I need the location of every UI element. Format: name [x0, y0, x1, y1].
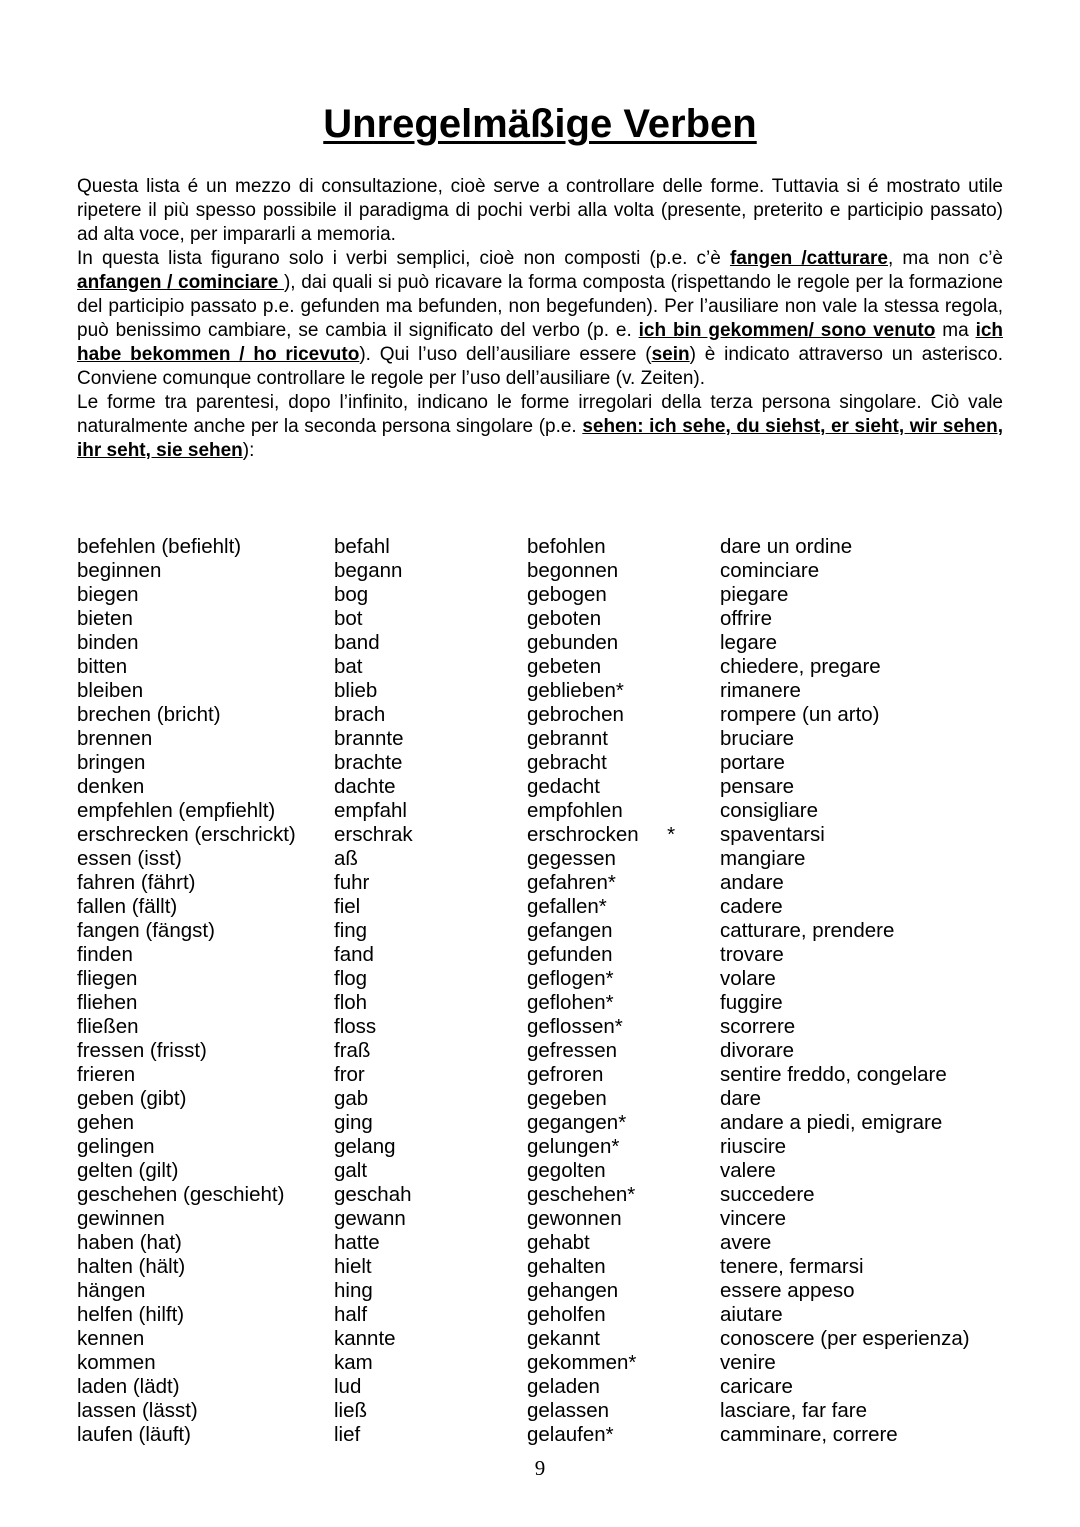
verb-infinitive: brennen: [77, 727, 153, 750]
example-sein: sein: [651, 344, 690, 365]
verb-participle: gebeten: [527, 655, 602, 678]
verb-translation: spaventarsi: [720, 823, 825, 846]
verb-translation: catturare, prendere: [720, 919, 895, 942]
intro-paragraph-2: In questa lista figurano solo i verbi semplici, cioè non composti (p.e. c’è fangen /catturare, ma non c’è anfangen / cominciare ), dai quali si può ricavare la forma composta (rispettando le regole per la formazione del participio passato p.e. gefunden ma befunden, non begefunden). Per l’ausiliare non vale la stessa regola, può benissimo cambiare, se cambia il significato del verbo (p. e. ich bin gekommen/ sono venuto ma ich habe bekommen / ho ricevuto). Qui l’uso dell’ausiliare essere (sein) è indicato attraverso un asterisco. Conviene comunque controllare le regole per l’uso dell’ausiliare (v. Zeiten).: [77, 248, 1004, 389]
table-row: [77, 1303, 1010, 1327]
verb-preterite: hing: [334, 1279, 373, 1302]
verb-participle: gelassen: [527, 1399, 610, 1422]
verb-preterite: geschah: [334, 1183, 412, 1206]
verb-participle: gefunden: [527, 943, 613, 966]
verb-preterite: half: [334, 1303, 368, 1326]
intro-paragraph-1: Questa lista é un mezzo di consultazione, cioè serve a controllare delle forme. Tuttavia si é mostrato utile ripetere il più spesso possibile il paradigma di pochi verbi alla volta (presente, preterito e participio passato) ad alta voce, per impararli a memoria.: [77, 176, 1003, 245]
table-row: [77, 583, 1010, 607]
verb-infinitive: frieren: [77, 1063, 136, 1086]
table-row: [77, 943, 1010, 967]
verb-infinitive: laufen (läuft): [77, 1423, 191, 1446]
verb-translation: succedere: [720, 1183, 815, 1206]
verb-infinitive: fallen (fällt): [77, 895, 178, 918]
verb-translation: camminare, correre: [720, 1423, 898, 1446]
verb-translation: riuscire: [720, 1135, 787, 1158]
verb-translation: mangiare: [720, 847, 806, 870]
intro-paragraph-3: Le forme tra parentesi, dopo l’infinito, indicano le forme irregolari della terza persona singolare. Ciò vale naturalmente anche per la seconda persona singolare (p.e. sehen: ich sehe, du siehst, er sieht, wir sehen, ihr seht, sie sehen):: [77, 392, 1003, 461]
verb-translation: offrire: [720, 607, 773, 630]
example-sehen: sehen: ich sehe, du siehst, er sieht, wir sehen, ihr seht, sie sehen: [77, 416, 1003, 461]
page-title: Unregelmäßige Verben: [323, 102, 757, 146]
verb-preterite: aß: [334, 847, 358, 870]
table-row: [77, 895, 1010, 919]
table-row: [77, 799, 1010, 823]
verb-translation: legare: [720, 631, 777, 654]
verb-infinitive: kommen: [77, 1351, 156, 1374]
verb-preterite: bot: [334, 607, 363, 630]
verb-translation: caricare: [720, 1375, 793, 1398]
table-row: [77, 1423, 1010, 1447]
verb-infinitive: laden (lädt): [77, 1375, 180, 1398]
verb-infinitive: geben (gibt): [77, 1087, 187, 1110]
verb-translation: vincere: [720, 1207, 787, 1230]
verb-preterite: befahl: [334, 535, 390, 558]
verb-translation: essere appeso: [720, 1279, 855, 1302]
table-row: [77, 1375, 1010, 1399]
verb-infinitive: fahren (fährt): [77, 871, 196, 894]
verb-infinitive: brechen (bricht): [77, 703, 221, 726]
verb-participle: gehabt: [527, 1231, 590, 1254]
verb-infinitive: finden: [77, 943, 133, 966]
verb-preterite: floh: [334, 991, 368, 1014]
verb-translation: cominciare: [720, 559, 820, 582]
verb-preterite: begann: [334, 559, 403, 582]
verb-participle: gehangen: [527, 1279, 619, 1302]
verb-preterite: fiel: [334, 895, 361, 918]
verb-infinitive: beginnen: [77, 559, 162, 582]
verb-translation: rimanere: [720, 679, 801, 702]
verb-participle: befohlen: [527, 535, 606, 558]
verb-infinitive: denken: [77, 775, 145, 798]
verb-participle: gegangen*: [527, 1111, 627, 1134]
verb-preterite: fing: [334, 919, 368, 942]
verb-preterite: lud: [334, 1375, 362, 1398]
table-row: [77, 1183, 1010, 1207]
verb-participle: gebrannt: [527, 727, 608, 750]
page-number: 9: [534, 1456, 546, 1480]
verb-preterite: band: [334, 631, 380, 654]
table-row: [77, 1087, 1010, 1111]
table-row: [77, 1351, 1010, 1375]
verb-preterite: kam: [334, 1351, 373, 1374]
verb-translation: chiedere, pregare: [720, 655, 881, 678]
verb-translation: valere: [720, 1159, 776, 1182]
verb-preterite: bog: [334, 583, 369, 606]
verb-infinitive: bieten: [77, 607, 133, 630]
verb-preterite: brachte: [334, 751, 403, 774]
verb-participle: gehalten: [527, 1255, 606, 1278]
verb-translation: bruciare: [720, 727, 795, 750]
example-ich-habe-bekommen: ich habe bekommen / ho ricevuto: [77, 320, 1004, 365]
verb-preterite: kannte: [334, 1327, 396, 1350]
verb-preterite: floss: [334, 1015, 377, 1038]
table-row: [77, 1039, 1010, 1063]
verb-preterite: galt: [334, 1159, 368, 1182]
table-row: [77, 1231, 1010, 1255]
verb-translation: piegare: [720, 583, 789, 606]
verb-infinitive: bitten: [77, 655, 128, 678]
verb-infinitive: gewinnen: [77, 1207, 165, 1230]
verb-participle: gewonnen: [527, 1207, 622, 1230]
verb-infinitive: fließen: [77, 1015, 139, 1038]
verb-infinitive: essen (isst): [77, 847, 182, 870]
table-row: [77, 967, 1010, 991]
verb-preterite: gewann: [334, 1207, 406, 1230]
verb-preterite: gab: [334, 1087, 369, 1110]
verb-infinitive: helfen (hilft): [77, 1303, 185, 1326]
table-row: [77, 1159, 1010, 1183]
verb-participle: gebunden: [527, 631, 619, 654]
table-row: [77, 775, 1010, 799]
example-anfangen: anfangen / cominciare: [77, 272, 284, 293]
table-row: [77, 871, 1010, 895]
verb-participle: erschrocken *: [527, 823, 676, 846]
verb-infinitive: befehlen (befiehlt): [77, 535, 242, 558]
verb-translation: venire: [720, 1351, 776, 1374]
table-row: [77, 1135, 1010, 1159]
verb-translation: andare: [720, 871, 784, 894]
verb-infinitive: haben (hat): [77, 1231, 182, 1254]
verb-infinitive: gehen: [77, 1111, 135, 1134]
verb-participle: gekommen*: [527, 1351, 637, 1374]
verb-preterite: empfahl: [334, 799, 407, 822]
table-row: [77, 1279, 1010, 1303]
table-row: [77, 1399, 1010, 1423]
table-row: [77, 655, 1010, 679]
verb-preterite: erschrak: [334, 823, 413, 846]
table-row: [77, 1207, 1010, 1231]
verb-participle: gedacht: [527, 775, 600, 798]
verb-participle: geflogen*: [527, 967, 614, 990]
verb-infinitive: bleiben: [77, 679, 144, 702]
verb-preterite: dachte: [334, 775, 396, 798]
verb-participle: begonnen: [527, 559, 619, 582]
table-row: [77, 607, 1010, 631]
verb-translation: pensare: [720, 775, 795, 798]
verb-preterite: lief: [334, 1423, 361, 1446]
verb-translation: scorrere: [720, 1015, 796, 1038]
table-row: [77, 1327, 1010, 1351]
verb-participle: gefallen*: [527, 895, 607, 918]
verb-translation: divorare: [720, 1039, 795, 1062]
verb-translation: trovare: [720, 943, 784, 966]
verb-participle: geboten: [527, 607, 602, 630]
verb-participle: gekannt: [527, 1327, 600, 1350]
intro-text: [77, 175, 1003, 463]
example-fangen: fangen /catturare: [729, 248, 888, 269]
verb-preterite: blieb: [334, 679, 378, 702]
verb-preterite: fror: [334, 1063, 365, 1086]
verb-participle: gebogen: [527, 583, 607, 606]
verb-translation: conoscere (per esperienza): [720, 1327, 970, 1350]
verb-translation: tenere, fermarsi: [720, 1255, 864, 1278]
verb-infinitive: hängen: [77, 1279, 146, 1302]
verb-participle: geholfen: [527, 1303, 606, 1326]
verb-participle: gelungen*: [527, 1135, 620, 1158]
verb-table: [77, 535, 1010, 1447]
verb-translation: andare a piedi, emigrare: [720, 1111, 943, 1134]
table-row: [77, 847, 1010, 871]
verb-infinitive: geschehen (geschieht): [77, 1183, 285, 1206]
verb-participle: gefressen: [527, 1039, 618, 1062]
verb-translation: fuggire: [720, 991, 783, 1014]
verb-infinitive: erschrecken (erschrickt): [77, 823, 296, 846]
verb-participle: gefroren: [527, 1063, 604, 1086]
table-row: [77, 535, 1010, 559]
verb-preterite: brach: [334, 703, 386, 726]
verb-infinitive: halten (hält): [77, 1255, 186, 1278]
table-row: [77, 919, 1010, 943]
verb-preterite: bat: [334, 655, 363, 678]
verb-infinitive: bringen: [77, 751, 146, 774]
verb-preterite: gelang: [334, 1135, 396, 1158]
verb-translation: sentire freddo, congelare: [720, 1063, 947, 1086]
verb-preterite: fand: [334, 943, 374, 966]
verb-infinitive: empfehlen (empfiehlt): [77, 799, 276, 822]
verb-translation: lasciare, far fare: [720, 1399, 867, 1422]
verb-translation: dare: [720, 1087, 762, 1110]
verb-participle: empfohlen: [527, 799, 623, 822]
verb-preterite: flog: [334, 967, 368, 990]
table-row: [77, 751, 1010, 775]
verb-infinitive: fressen (frisst): [77, 1039, 207, 1062]
verb-participle: geladen: [527, 1375, 600, 1398]
verb-participle: gebracht: [527, 751, 607, 774]
table-row: [77, 679, 1010, 703]
table-row: [77, 1255, 1010, 1279]
verb-participle: geblieben*: [527, 679, 624, 702]
verb-infinitive: biegen: [77, 583, 139, 606]
table-row: [77, 1111, 1010, 1135]
table-row: [77, 1015, 1010, 1039]
verb-infinitive: fliegen: [77, 967, 138, 990]
verb-preterite: fraß: [334, 1039, 371, 1062]
table-row: [77, 823, 1010, 847]
table-row: [77, 703, 1010, 727]
verb-participle: gegeben: [527, 1087, 607, 1110]
verb-translation: avere: [720, 1231, 772, 1254]
table-row: [77, 559, 1010, 583]
verb-translation: consigliare: [720, 799, 818, 822]
verb-preterite: ging: [334, 1111, 373, 1134]
table-row: [77, 1063, 1010, 1087]
verb-participle: gegolten: [527, 1159, 606, 1182]
verb-infinitive: fangen (fängst): [77, 919, 215, 942]
verb-participle: gegessen: [527, 847, 616, 870]
verb-participle: gelaufen*: [527, 1423, 614, 1446]
verb-infinitive: lassen (lässt): [77, 1399, 198, 1422]
verb-participle: geschehen*: [527, 1183, 636, 1206]
verb-preterite: hielt: [334, 1255, 372, 1278]
verb-preterite: hatte: [334, 1231, 380, 1254]
verb-preterite: ließ: [334, 1399, 368, 1422]
verb-translation: rompere (un arto): [720, 703, 880, 726]
verb-preterite: fuhr: [334, 871, 370, 894]
verb-translation: dare un ordine: [720, 535, 853, 558]
table-row: [77, 631, 1010, 655]
verb-participle: geflohen*: [527, 991, 614, 1014]
verb-translation: volare: [720, 967, 776, 990]
verb-translation: portare: [720, 751, 785, 774]
verb-participle: geflossen*: [527, 1015, 623, 1038]
verb-infinitive: kennen: [77, 1327, 145, 1350]
verb-translation: cadere: [720, 895, 783, 918]
verb-infinitive: binden: [77, 631, 139, 654]
table-row: [77, 727, 1010, 751]
verb-participle: gebrochen: [527, 703, 624, 726]
verb-infinitive: gelingen: [77, 1135, 155, 1158]
verb-preterite: brannte: [334, 727, 404, 750]
verb-translation: aiutare: [720, 1303, 783, 1326]
table-row: [77, 991, 1010, 1015]
verb-infinitive: fliehen: [77, 991, 138, 1014]
verb-participle: gefahren*: [527, 871, 616, 894]
example-ich-bin-gekommen: ich bin gekommen/ sono venuto: [638, 320, 936, 341]
verb-infinitive: gelten (gilt): [77, 1159, 179, 1182]
verb-participle: gefangen: [527, 919, 613, 942]
